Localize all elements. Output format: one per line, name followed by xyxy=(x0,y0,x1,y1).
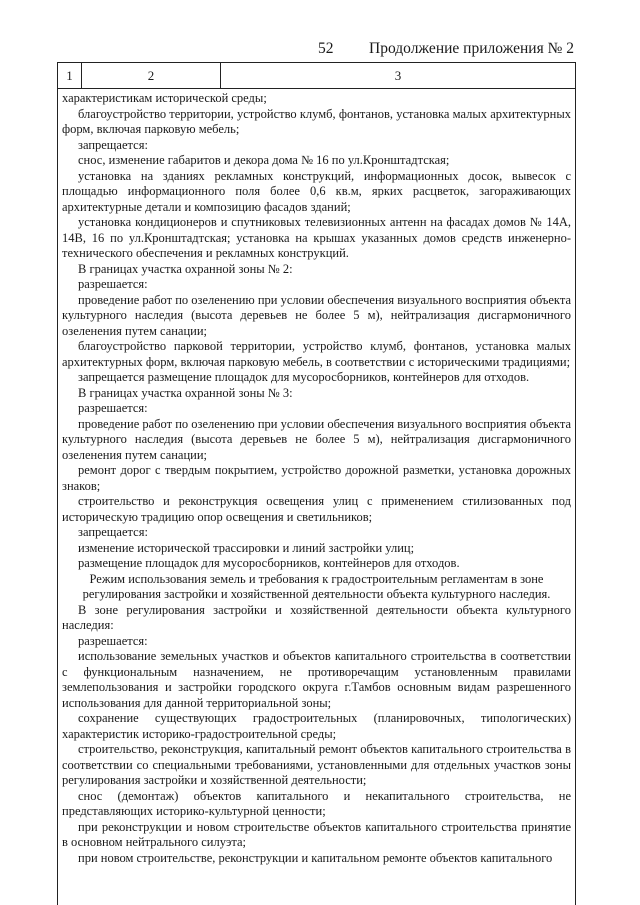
paragraph: запрещается: xyxy=(78,137,148,152)
paragraph: разрешается: xyxy=(78,633,148,648)
page-header xyxy=(0,40,640,62)
paragraph: В границах участка охранной зоны № 2: xyxy=(78,261,293,276)
paragraph: проведение работ по озеленению при условии обеспечения визуального восприятия объекта культурного наследия (высота деревьев не более 5 м), нейтрализация дисгармоничного озеленения путем санации; xyxy=(62,292,571,338)
paragraph: снос (демонтаж) объектов капитального и некапитального строительства, не представляющих историко-культурной ценности; xyxy=(62,788,571,818)
paragraph: при реконструкции и новом строительстве объектов капитального строительства принятие в основном нейтрального силуэта; xyxy=(62,819,571,849)
page-number: 52 xyxy=(318,40,334,57)
paragraph: использование земельных участков и объектов капитального строительства в соответствии с функциональным назначением, не противоречащим установленным правилами землепользования и застройки городского округа г.Тамбов основным видам разрешенного использования для данной территориальной зоны; xyxy=(62,649,571,710)
appendix-continuation-title: Продолжение приложения № 2 xyxy=(369,40,574,57)
column-number-3: 3 xyxy=(394,68,402,83)
paragraph: строительство и реконструкция освещения улиц с применением стилизованных под историческую традицию опор освещения и светильников; xyxy=(62,494,571,524)
paragraph: ремонт дорог с твердым покрытием, устройство дорожной разметки, установка дорожных знаков; xyxy=(62,463,571,493)
paragraph: разрешается: xyxy=(78,401,148,415)
paragraph: строительство, реконструкция, капитальный ремонт объектов капитального строительства в соответствии со специальными требованиями, установленными для отдельных участков зоны регулирования застройки и хозяйственной деятельности; xyxy=(62,742,571,787)
column-number-row xyxy=(58,62,575,89)
paragraph: сохранение существующих градостроительных (планировочных, типологических) характеристик историко-градостроительной среды; xyxy=(62,711,571,741)
paragraph: запрещается: xyxy=(78,525,148,539)
document-table xyxy=(57,62,576,905)
paragraph: установка на зданиях рекламных конструкций, информационных досок, вывесок с площадью информационного поля более 0,6 кв.м, ярких расцветок, загораживающих архитектурные детали и композицию фасадов зданий; xyxy=(62,168,571,214)
paragraph: размещение площадок для мусоросборников, контейнеров для отходов. xyxy=(78,556,460,570)
paragraph: разрешается: xyxy=(78,277,148,291)
column-number-2: 2 xyxy=(82,63,221,88)
paragraph: изменение исторической трассировки и линий застройки улиц; xyxy=(78,540,415,555)
column-3-content xyxy=(62,91,571,866)
paragraph: запрещается размещение площадок для мусоросборников, контейнеров для отходов. xyxy=(78,370,530,384)
paragraph: проведение работ по озеленению при условии обеспечения визуального восприятия объекта культурного наследия (высота деревьев не более 5 м), нейтрализация дисгармоничного озеленения путем санации; xyxy=(62,416,571,462)
paragraph: благоустройство парковой территории, устройство клумб, фонтанов, установка малых архитектурных форм, включая парковую мебель, в соответствии с историческими традициями; xyxy=(62,339,571,369)
paragraph: при новом строительстве, реконструкции и капитальном ремонте объектов капитального xyxy=(78,850,553,865)
column-number-1: 1 xyxy=(58,63,82,88)
paragraph: снос, изменение габаритов и декора дома № 16 по ул.Кронштадтская; xyxy=(78,153,450,167)
section-heading: Режим использования земель и требования к градостроительным регламентам в зоне регулирования застройки и хозяйственной деятельности объекта культурного наследия. xyxy=(82,571,551,601)
paragraph: благоустройство территории, устройство клумб, фонтанов, установка малых архитектурных форм, включая парковую мебель; xyxy=(62,106,571,136)
paragraph: В зоне регулирования застройки и хозяйственной деятельности объекта культурного наследия: xyxy=(62,602,571,632)
paragraph: В границах участка охранной зоны № 3: xyxy=(78,385,293,400)
paragraph: установка кондиционеров и спутниковых телевизионных антенн на фасадах домов № 14А, 14В, 16 по ул.Кронштадтская; установка на крышах указанных домов средств инженерно-технического обеспечения и рекламных конструкций. xyxy=(62,215,571,260)
paragraph: характеристикам исторической среды; xyxy=(62,91,267,105)
